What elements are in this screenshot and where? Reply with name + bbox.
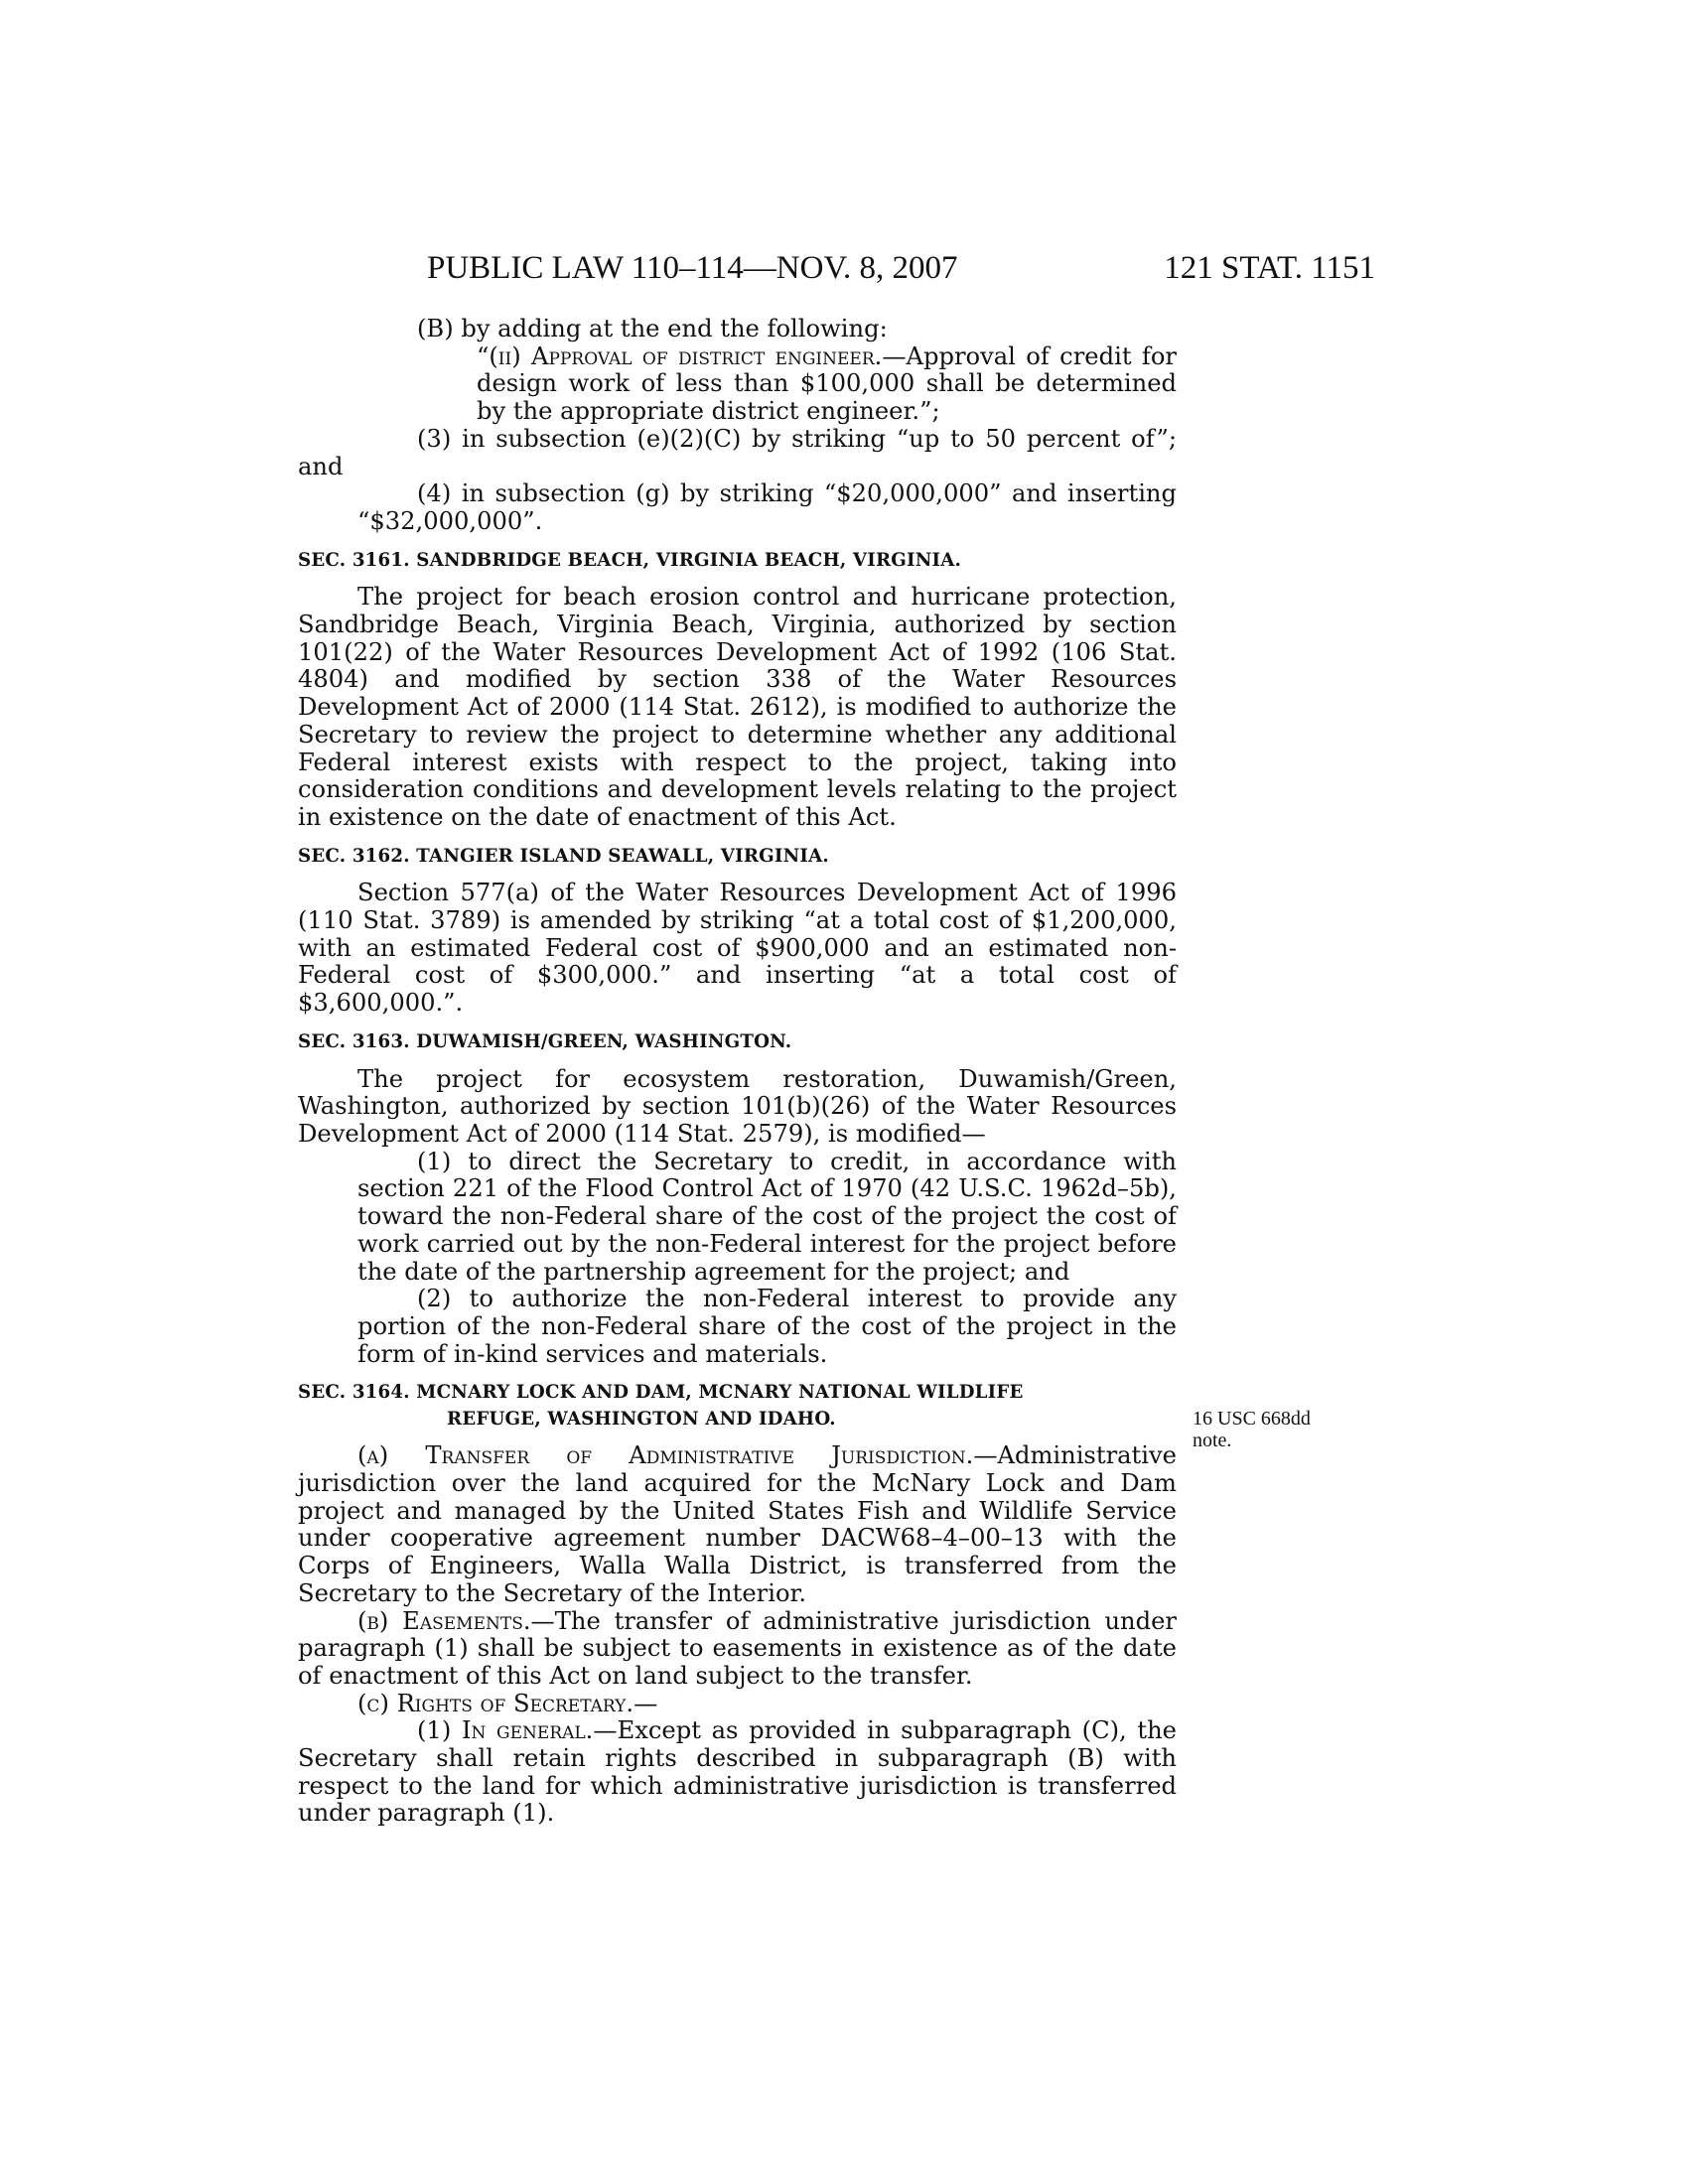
section-3163-item-2: (2) to authorize the non-Federal interest to provide any portion of the non-Federal share of the cost of the project in the form of in-kind services and materials. bbox=[357, 1285, 1177, 1368]
clause-b-adding: (B) by adding at the end the following: bbox=[417, 315, 888, 342]
section-3163-text: The project for ecosystem restoration, Duwamish/Green, Washington, authorized by section 101(b)(26) of the Water Resources Development Act of 2000 (114 Stat. 2579), is modified— bbox=[298, 1064, 1177, 1148]
section-3162-heading: SEC. 3162. TANGIER ISLAND SEAWALL, VIRGINIA. bbox=[298, 845, 829, 867]
item-3-subsection-e: (3) in subsection (e)(2)(C) by striking “up to 50 percent of”; and bbox=[298, 424, 1177, 480]
subsection-a-text: —Administrative jurisdiction over the land acquired for the McNary Lock and Dam project and managed by the United States Fish and Wildlife Service under cooperative agreement number DACW68–4–00–13 with the Corps of Engineers, Walla Walla District, is transferred from the Secretary to the Secretary of the Interior. bbox=[298, 1441, 1177, 1607]
section-3163-heading: SEC. 3163. DUWAMISH/GREEN, WASHINGTON. bbox=[298, 1030, 792, 1052]
item-4-subsection-g: (4) in subsection (g) by striking “$20,000,000” and inserting “$32,000,000”. bbox=[357, 479, 1177, 535]
margin-note-line-2: note. bbox=[1193, 1430, 1232, 1451]
section-3163-item-1: (1) to direct the Secretary to credit, in accordance with section 221 of the Flood Control Act of 1970 (42 U.S.C. 1962d–5b), toward the non-Federal share of the cost of the project the cost of work carried out by the non-Federal interest for the project before the date of the partnership agreement for the project; and bbox=[357, 1147, 1177, 1286]
section-3164-subsection-c bbox=[298, 1691, 1177, 1718]
section-3164-heading-line-1: SEC. 3164. MCNARY LOCK AND DAM, MCNARY NATIONAL WILDLIFE bbox=[298, 1382, 1024, 1404]
section-3161-heading: SEC. 3161. SANDBRIDGE BEACH, VIRGINIA BEACH, VIRGINIA. bbox=[298, 549, 962, 571]
subsection-a-label: (a) Transfer of Administrative Jurisdiction. bbox=[357, 1441, 974, 1470]
subsection-c-label: (c) Rights of Secretary.— bbox=[357, 1689, 658, 1717]
subsection-c-1-label: (1) In general. bbox=[417, 1716, 594, 1745]
clause-ii-approval-text: —Approval of credit for design work of less than $100,000 shall be determined by the appropriate district engineer.”; bbox=[477, 341, 1177, 426]
subsection-c-1-text: —Except as provided in subparagraph (C), the Secretary shall retain rights described in subparagraph (B) with respect to the land for which administrative jurisdiction is transferred under paragraph (1). bbox=[298, 1716, 1177, 1828]
subsection-b-label: (b) Easements. bbox=[357, 1606, 531, 1635]
margin-note-line-1: 16 USC 668dd bbox=[1193, 1408, 1311, 1430]
section-3164-subsection-b bbox=[298, 1608, 1177, 1691]
running-head bbox=[298, 250, 1375, 290]
section-3162-text: Section 577(a) of the Water Resources Development Act of 1996 (110 Stat. 3789) is amended by striking “at a total cost of $1,200,000, with an estimated Federal cost of $900,000 and an estimated non-Federal cost of $300,000.” and inserting “at a total cost of $3,600,000.”. bbox=[298, 879, 1177, 1018]
section-3164-subsection-a bbox=[298, 1442, 1177, 1607]
section-3164-subsection-c-1 bbox=[298, 1717, 1177, 1828]
clause-ii-approval-head: “(ii) Approval of district engineer. bbox=[477, 341, 883, 370]
section-3164-heading-line-2: REFUGE, WASHINGTON AND IDAHO. bbox=[447, 1409, 836, 1431]
running-head-title: PUBLIC LAW 110–114—NOV. 8, 2007 bbox=[427, 250, 958, 286]
section-3164-heading bbox=[298, 1379, 1177, 1433]
clause-ii-approval bbox=[298, 343, 1177, 426]
subsection-b-text: —The transfer of administrative jurisdiction under paragraph (1) shall be subject to easements in existence as of the date of enactment of this Act on land subject to the transfer. bbox=[298, 1606, 1177, 1690]
running-head-page-number: 121 STAT. 1151 bbox=[1164, 250, 1375, 286]
section-3161-text: The project for beach erosion control and hurricane protection, Sandbridge Beach, Virginia Beach, Virginia, authorized by section 101(22) of the Water Resources Development Act of 1992 (106 Stat. 4804) and modified by section 338 of the Water Resources Development Act of 2000 (114 Stat. 2612), is modified to authorize the Secretary to review the project to determine whether any additional Federal interest exists with respect to the project, taking into consideration conditions and development levels relating to the project in existence on the date of enactment of this Act. bbox=[298, 583, 1177, 831]
margin-note-usc-citation bbox=[1193, 1408, 1332, 1451]
statute-text bbox=[298, 316, 1177, 1828]
